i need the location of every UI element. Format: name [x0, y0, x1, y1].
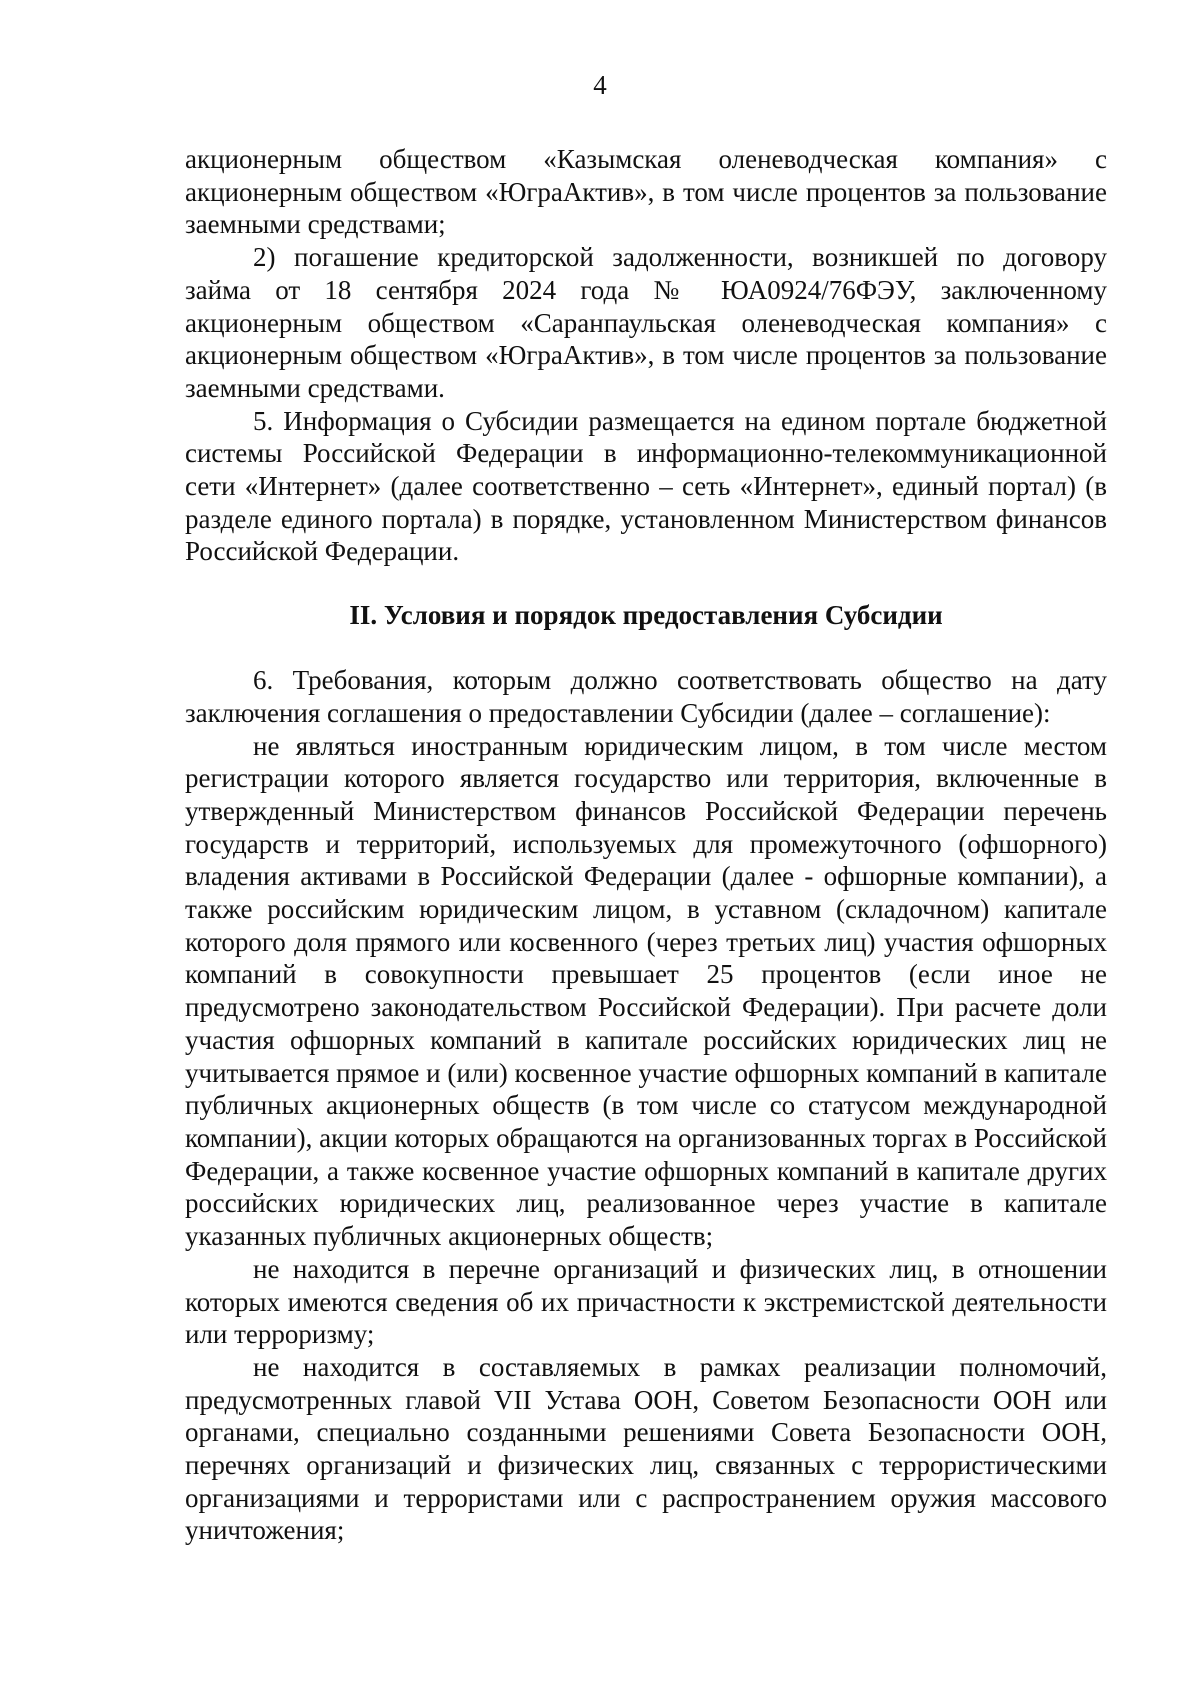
paragraph-item-2: 2) погашение кредиторской задолженности, возникшей по договору займа от 18 сентября 2024 года № ЮА0924/76ФЭУ, заключенному акционерным обществом «Саранпаульская оленеводческая компания» с акционерным обществом «ЮграАктив», в том числе процентов за пользование заемными средствами.: [185, 242, 1107, 403]
paragraph-continuation: акционерным обществом «Казымская оленеводческая компания» с акционерным обществом «ЮграАктив», в том числе процентов за пользование заемными средствами;: [185, 144, 1107, 240]
paragraph-5: 5. Информация о Субсидии размещается на едином портале бюджетной системы Российской Федерации в информационно-телекоммуникационной сети «Интернет» (далее соответственно – сеть «Интернет», единый портал) (в разделе единого портала) в порядке, установленном Министерством финансов Российской Федерации.: [185, 405, 1107, 567]
page-number: 4: [593, 70, 607, 100]
section-heading: II. Условия и порядок предоставления Субсидии: [349, 600, 943, 631]
requirement-offshore: не являться иностранным юридическим лицом, в том числе местом регистрации которого является государство или территория, включенные в утвержденный Министерством финансов Российской Федерации перечень государств и территорий, используемых для промежуточного (офшорного) владения активами в Российской Федерации (далее - офшорные компании), а также российским юридическим лицом, в уставном (складочном) капитале которого доля прямого или косвенного (через третьих лиц) участия офшорных компаний в совокупности превышает 25 процентов (если иное не предусмотрено законодательством Российской Федерации). При расчете доли участия офшорных компаний в капитале российских юридических лиц не учитывается прямое и (или) косвенное участие офшорных компаний в капитале публичных акционерных обществ (в том числе со статусом международной компании), акции которых обращаются на организованных торгах в Российской Федерации, а также косвенное участие офшорных компаний в капитале других российских юридических лиц, реализованное через участие в капитале указанных публичных акционерных обществ;: [185, 730, 1107, 1252]
requirement-un-lists: не находится в составляемых в рамках реализации полномочий, предусмотренных главой VII Устава ООН, Советом Безопасности ООН или органами, специально созданными решениями Совета Безопасности ООН, перечнях организаций и физических лиц, связанных с террористическими организациями и террористами или с распространением оружия массового уничтожения;: [185, 1351, 1107, 1546]
requirement-extremism: не находится в перечне организаций и физических лиц, в отношении которых имеются сведения об их причастности к экстремистской деятельности или терроризму;: [185, 1253, 1107, 1350]
document-body: [185, 143, 1107, 1547]
paragraph-6: 6. Требования, которым должно соответствовать общество на дату заключения соглашения о предоставлении Субсидии (далее – соглашение):: [185, 665, 1107, 728]
